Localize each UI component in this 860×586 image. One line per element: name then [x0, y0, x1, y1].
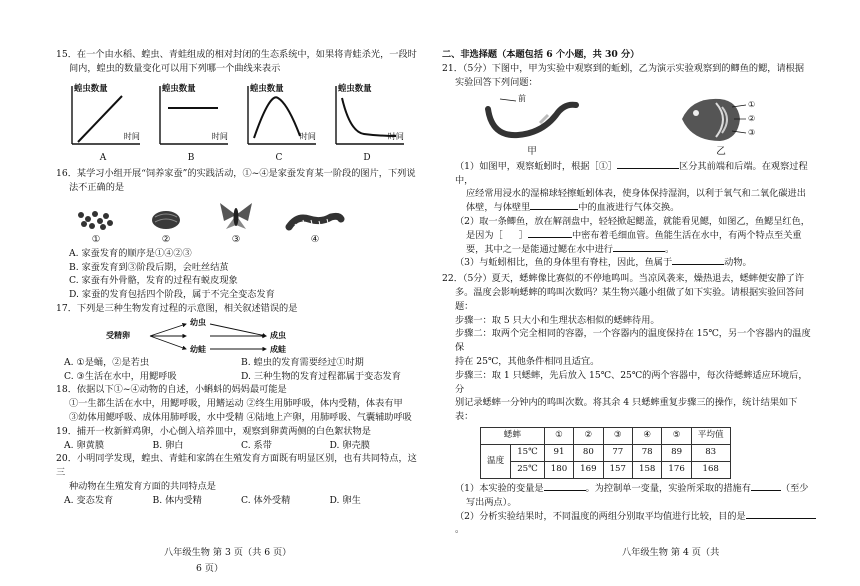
- stage-4-label: ④: [310, 233, 320, 245]
- question-19: [56, 425, 418, 453]
- q21-s2e: 要，其中之一是能通过鳃在水中进行: [466, 243, 613, 255]
- q22-s1c: （至少: [780, 482, 809, 494]
- graph-a-letter: A: [99, 152, 107, 163]
- node-adult: 成虫: [270, 329, 286, 340]
- q19-text-1: 19．捕开一枚新鲜鸡卵，小心倒入培养皿中，观察到卵黄两侧的白色絮状物是: [56, 425, 371, 437]
- question-16: [56, 167, 418, 302]
- q21-figures: [442, 93, 816, 159]
- table-header-cell: ③: [603, 427, 632, 444]
- graph-a-ylabel: 蝗虫数量: [74, 82, 108, 93]
- q22-sub-2: [442, 510, 816, 538]
- table-cell: 78: [632, 444, 661, 461]
- q22-text-1: 22．（5分）夏天，蟋蟀像比赛似的不停地鸣叫。当凉风袭来，燥热退去，蟋蟀便安静了许: [442, 273, 805, 285]
- fish-caption: 乙: [716, 146, 726, 158]
- right-footer: 八年级生物 第 4 页（共: [622, 547, 720, 558]
- answer-blank[interactable]: [528, 237, 572, 238]
- table-cell: 169: [574, 461, 603, 478]
- graph-d-letter: D: [363, 152, 371, 163]
- q20-text-2: 种动物在生殖发育方面的共同特点是: [69, 480, 216, 492]
- q15-graphs: [56, 82, 418, 166]
- q20-option-a: A. 变态发育: [64, 494, 114, 506]
- graph-b-letter: B: [187, 152, 195, 163]
- q21-s2c: ］: [518, 229, 528, 241]
- table-cell: 180: [544, 461, 573, 478]
- table-cell: 15℃: [511, 444, 545, 461]
- q20-option-b: B. 体内受精: [152, 494, 202, 506]
- earthworm-front-label: 前: [518, 94, 526, 104]
- q19-option-b: B. 卵白: [152, 439, 184, 451]
- question-20: [56, 452, 418, 507]
- table-cell: 158: [632, 461, 661, 478]
- stage-3-label: ③: [231, 233, 241, 245]
- answer-blank[interactable]: [751, 490, 781, 491]
- q21-sub-2-line-1: （2）取一条鲫鱼，放在解剖盘中，轻轻掀起鳃盖，就能看见鳃，如图乙，鱼鳃呈红色，: [455, 215, 810, 227]
- q17-options-row-2: [56, 370, 418, 384]
- table-header-cell: ⑤: [662, 427, 691, 444]
- right-page: [442, 48, 816, 537]
- q20-options: [56, 494, 418, 508]
- stage-1-label: ①: [91, 233, 101, 245]
- question-15: [56, 48, 418, 165]
- answer-blank[interactable]: [746, 518, 816, 519]
- answer-blank[interactable]: [672, 264, 724, 265]
- answer-blank[interactable]: [617, 168, 679, 169]
- node-tadpole: 幼蛙: [190, 343, 206, 354]
- graph-d: [328, 82, 406, 166]
- q22-step-2a: 步骤二：取两个完全相同的容器，一个容器内的温度保持在 15℃，另一个容器内的温度保: [455, 328, 811, 354]
- earthworm-caption: 甲: [527, 146, 537, 158]
- fish-label-1: ①: [748, 100, 756, 110]
- table-row: [481, 444, 731, 461]
- table-cell: 80: [574, 444, 603, 461]
- q21-sub-1-line-3: [442, 201, 816, 215]
- q21-sub-3: [442, 256, 816, 270]
- graph-c-xlabel: 时间: [299, 131, 316, 142]
- q18-text-1: 18．依据以下①~④动物的自述，小蝌蚪的妈妈最可能是: [56, 384, 287, 396]
- graph-c-letter: C: [275, 152, 283, 163]
- moth-image: [216, 199, 256, 233]
- node-frog: 成蛙: [270, 343, 286, 354]
- q22-s1b: 。为控制单一变量，实验所采取的措施有: [585, 482, 751, 494]
- table-cell: 157: [603, 461, 632, 478]
- q19-options: [56, 439, 418, 453]
- q22-s2a: （2）分析实验结果时，不同温度的两组分别取平均值进行比较，目的是: [455, 510, 746, 522]
- table-cell: 77: [603, 444, 632, 461]
- eggs-image: [73, 207, 119, 233]
- q18-line-2: ③幼体用鳃呼吸、成体用肺呼吸，水中受精 ④陆地上产卵，用肺呼吸、气囊辅助呼吸: [69, 411, 412, 423]
- graph-c-ylabel: 蝗虫数量: [250, 82, 284, 93]
- table-row: [481, 461, 731, 478]
- stage-2-label: ②: [161, 233, 171, 245]
- question-22: [442, 272, 816, 537]
- stage-2: [140, 207, 192, 247]
- table-cell: 83: [691, 444, 730, 461]
- graph-b-ylabel: 蝗虫数量: [162, 82, 196, 93]
- graph-b: [152, 82, 230, 166]
- q17-option-c: C. ③生活在水中，用鳃呼吸: [64, 370, 177, 382]
- table-header-cell: 蟋蟀: [481, 427, 545, 444]
- larva-image: [285, 209, 345, 233]
- q19-option-d: D. 卵壳膜: [329, 439, 370, 451]
- cricket-table: [480, 427, 731, 479]
- table-cell: 25℃: [511, 461, 545, 478]
- figure-earthworm: [482, 93, 582, 159]
- q18-line-1: ①一生都生活在水中，用鳃呼吸，用鳍运动 ②终生用肺呼吸，体内受精，体表有甲: [69, 398, 403, 410]
- q21-s3a: （3）与蚯蚓相比，鱼的身体里有脊柱，因此，鱼属于: [455, 257, 673, 269]
- fish-label-3: ③: [748, 128, 756, 138]
- answer-blank[interactable]: [544, 490, 586, 491]
- q21-s2b: 是因为［: [466, 229, 503, 241]
- q21-s3b: 动物。: [724, 257, 752, 269]
- q22-step-3a: 步骤三：取 1 只蟋蟀，先后放入 15℃、25℃的两个容器中，每次待蟋蟀适应环境后，分: [455, 369, 808, 395]
- earthworm-image: [482, 93, 582, 145]
- q16-option-c: C. 家蚕有外骨骼，发育的过程有蜕皮现象: [69, 275, 238, 287]
- silkworm-stages: [56, 199, 418, 247]
- graph-b-xlabel: 时间: [211, 131, 228, 142]
- table-cell: 176: [662, 461, 691, 478]
- q21-s1a: （1）如图甲，观察蚯蚓时，根据［①］: [455, 160, 618, 172]
- q21-text-2: 实验回答下列问题：: [455, 76, 538, 88]
- q22-step-2b: 持在 25℃，其他条件相同且适宜。: [455, 355, 600, 367]
- graph-d-xlabel: 时间: [387, 131, 404, 142]
- q22-step-3b: 别记录蟋蟀一分钟内的鸣叫次数。将其余 4 只蟋蟀重复步骤三的操作，统计结果如下: [455, 397, 798, 409]
- table-cell: 91: [544, 444, 573, 461]
- question-18: [56, 383, 418, 424]
- left-footer-tail: 6 页）: [196, 563, 224, 574]
- q21-sub-1-line-1: [442, 160, 816, 188]
- q15-text-2: 间内，蝗虫的数量变化可以用下列哪一个曲线来表示: [69, 62, 281, 74]
- q21-s1e: 中的血液进行气体交换。: [578, 202, 680, 214]
- table-header-cell: ②: [574, 427, 603, 444]
- q15-text-1: 15．在一个由水稻、蝗虫、青蛙组成的相对封闭的生态系统中，如果将青蛙杀光，一段时: [56, 49, 417, 60]
- q17-option-a: A. ①是蛹，②是若虫: [64, 356, 150, 368]
- q21-s1d: 体壁，与体壁里: [466, 202, 531, 214]
- figure-fish-gill: [676, 93, 766, 159]
- table-header-cell: ①: [544, 427, 573, 444]
- question-17: [56, 302, 418, 383]
- graph-c: [240, 82, 318, 166]
- question-21: [442, 62, 816, 270]
- graph-a: [64, 82, 142, 166]
- q21-sub-2-line-2: [442, 229, 816, 243]
- stage-3: [210, 199, 262, 247]
- q21-s1b: 区分其前端和后端。在观察过程中，: [455, 160, 808, 186]
- fish-label-2: ②: [748, 114, 756, 124]
- q16-text-1: 16．某学习小组开展“饲养家蚕”的实践活动，①~④是家蚕发育某一阶段的图片，下列说: [56, 168, 416, 180]
- q19-option-a: A. 卵黄膜: [64, 439, 105, 451]
- q16-option-d: D. 家蚕的发育包括四个阶段，属于不完全变态发育: [69, 289, 275, 301]
- q16-option-b: B. 家蚕发育到③阶段后期，会吐丝结茧: [69, 261, 229, 273]
- stage-1: [70, 207, 122, 247]
- node-young: 幼虫: [190, 316, 206, 327]
- q16-text-2: 法不正确的是: [69, 181, 125, 193]
- stage-4: [280, 209, 350, 247]
- development-diagram: [106, 316, 418, 356]
- q22-step-3c: 表：: [455, 411, 474, 423]
- q22-s1a: （1）本实验的变量是: [455, 482, 544, 494]
- table-cell: 89: [662, 444, 691, 461]
- temp-label-cell: 温度: [481, 444, 511, 478]
- q17-options-row-1: [56, 356, 418, 370]
- answer-blank[interactable]: [530, 209, 578, 210]
- table-header-row: [481, 427, 731, 444]
- q20-option-c: C. 体外受精: [241, 494, 291, 506]
- node-egg: 受精卵: [106, 329, 130, 340]
- q22-text-3: 题：: [455, 300, 474, 312]
- q21-sub-1-line-2: 应经常用浸水的湿棉球轻擦蚯蚓体表，使身体保持湿润，以利于氧气和二氧化碳进出: [466, 188, 806, 200]
- pupa-image: [149, 207, 183, 233]
- q21-s2f: 。: [665, 243, 675, 255]
- table-header-cell: ④: [632, 427, 661, 444]
- table-cell: 168: [691, 461, 730, 478]
- left-footer: 八年级生物 第 3 页（共 6 页）: [164, 547, 292, 558]
- q16-option-a: A. 家蚕发育的顺序是①④②③: [69, 247, 192, 259]
- q20-option-d: D. 卵生: [329, 494, 361, 506]
- q17-text-1: 17．下列是三种生物发育过程的示意图，相关叙述错误的是: [56, 302, 298, 314]
- q17-option-d: D. 三种生物的发育过程都属于变态发育: [241, 370, 401, 382]
- graph-d-ylabel: 蝗虫数量: [338, 82, 372, 93]
- q22-text-2: 多。温度会影响蟋蟀的鸣叫次数吗？某生物兴趣小组做了如下实验。请根据实验回答问: [455, 286, 805, 298]
- answer-blank[interactable]: [613, 251, 665, 252]
- q22-sub-1-line-2: 写出两点）。: [466, 496, 517, 508]
- graph-a-xlabel: 时间: [123, 131, 140, 142]
- left-page: [56, 48, 418, 508]
- q21-s2d: 中密布着毛细血管。鱼能生活在水中，有两个特点至关重: [571, 229, 802, 241]
- q21-text-1: 21．（5分）下图中，甲为实验中观察到的蚯蚓，乙为演示实验观察到的鲫鱼的鳃，请根据: [442, 62, 805, 74]
- q21-sub-2-line-3: [442, 243, 816, 257]
- q22-sub-1-line-1: [442, 482, 816, 496]
- section-title: 二、非选择题（本题包括 6 个小题，共 30 分）: [442, 49, 640, 60]
- q19-option-c: C. 系带: [241, 439, 272, 451]
- q17-option-b: B. 蝗虫的发育需要经过①时期: [241, 356, 364, 368]
- q22-step-1: 步骤一：取 5 只大小和生理状态相似的蟋蟀待用。: [455, 314, 660, 326]
- q20-text-1: 20．小明同学发现，蝗虫、青蛙和家鸽在生殖发育方面既有明显区别，也有共同特点，这三: [56, 453, 417, 479]
- table-header-cell: 平均值: [691, 427, 730, 444]
- q22-s2b: 。: [455, 524, 465, 536]
